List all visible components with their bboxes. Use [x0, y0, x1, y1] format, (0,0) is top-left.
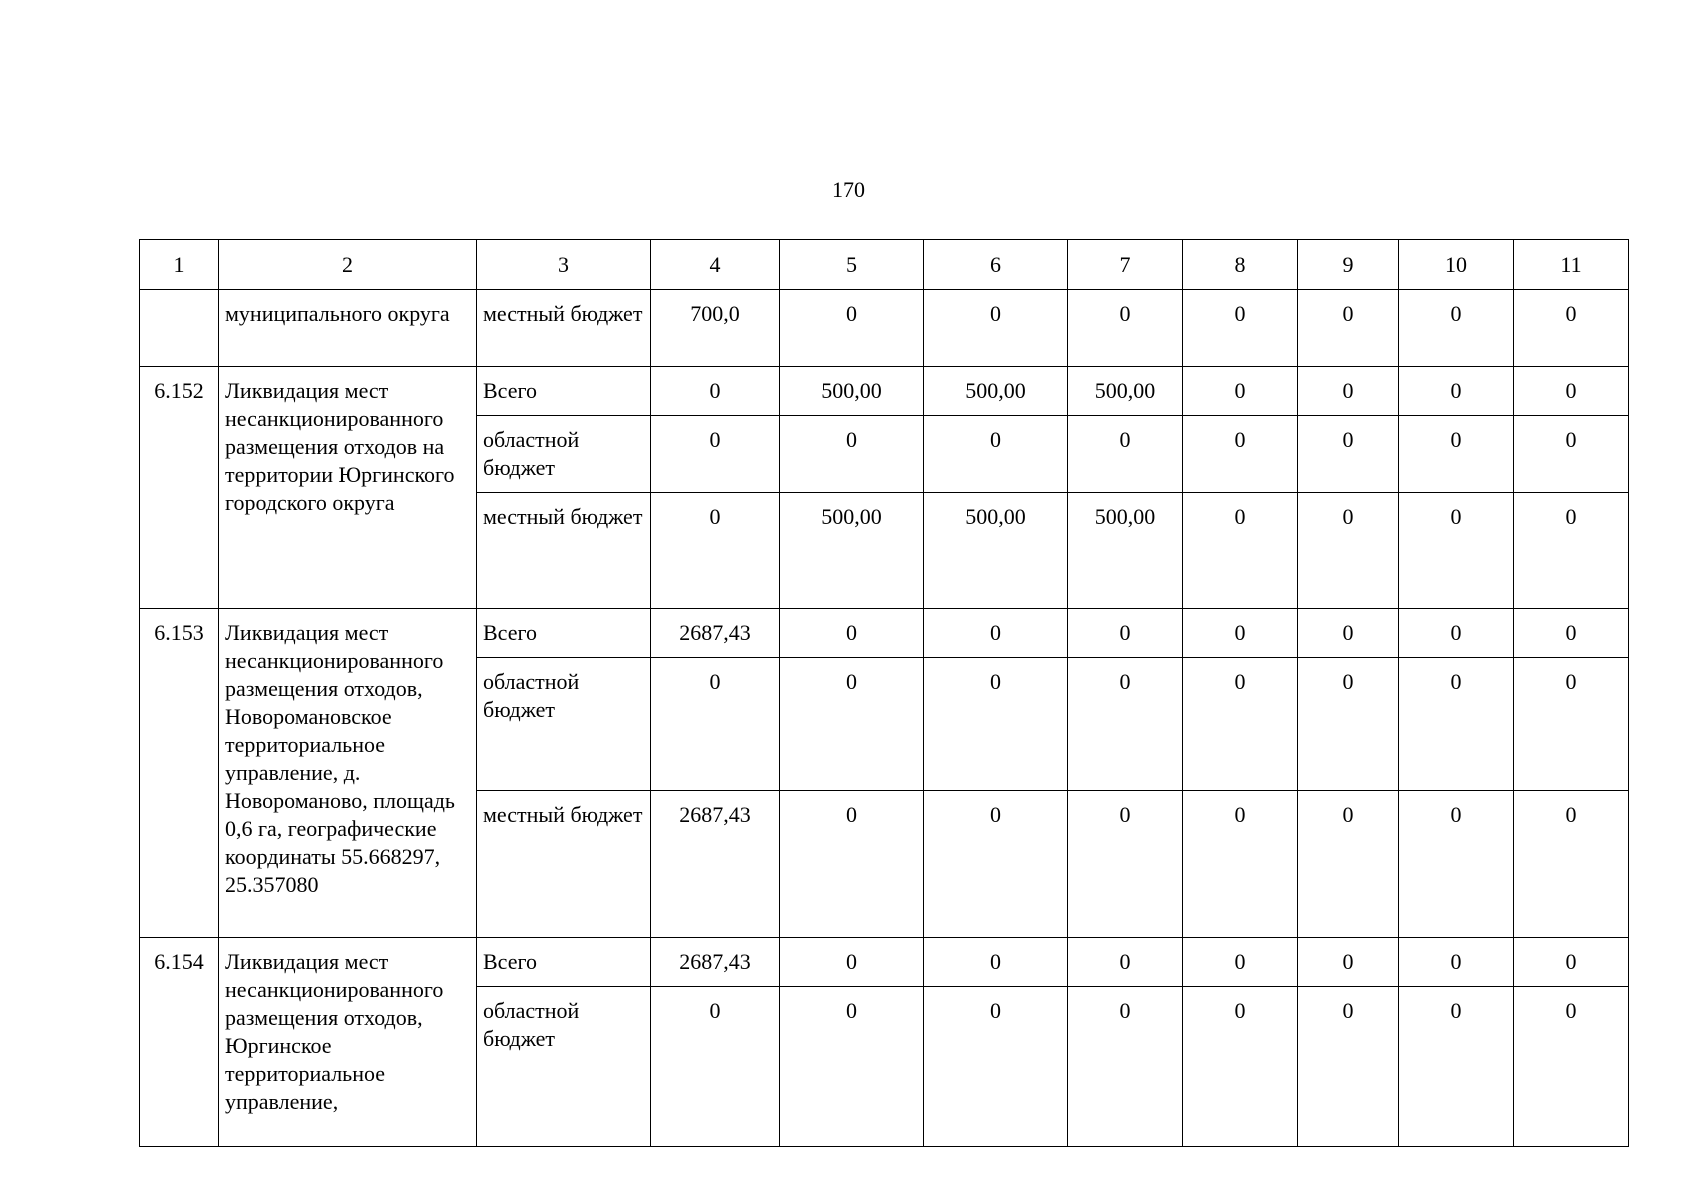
value-cell: 0 [1068, 938, 1183, 987]
item-name-cell: Ликвидация мест несанкционированного размещения отходов, Юргинское территориальное управление, [219, 938, 477, 1147]
value-cell: 0 [1514, 658, 1629, 791]
value-cell: 0 [1399, 987, 1514, 1147]
value-cell: 500,00 [780, 493, 924, 609]
value-cell: 0 [924, 791, 1068, 938]
value-cell: 0 [1298, 367, 1399, 416]
value-cell: 0 [651, 367, 780, 416]
funding-source-cell: Всего [477, 609, 651, 658]
value-cell: 0 [1068, 658, 1183, 791]
value-cell: 0 [780, 416, 924, 493]
value-cell: 0 [780, 791, 924, 938]
column-header: 3 [477, 240, 651, 290]
value-cell: 0 [1399, 290, 1514, 367]
value-cell: 0 [1399, 658, 1514, 791]
value-cell: 500,00 [1068, 367, 1183, 416]
funding-source-cell: Всего [477, 367, 651, 416]
value-cell: 0 [1399, 493, 1514, 609]
item-code-cell: 6.153 [140, 609, 219, 938]
value-cell: 0 [1514, 416, 1629, 493]
column-header: 9 [1298, 240, 1399, 290]
value-cell: 0 [1183, 493, 1298, 609]
value-cell: 0 [651, 416, 780, 493]
value-cell: 2687,43 [651, 609, 780, 658]
value-cell: 0 [1514, 609, 1629, 658]
value-cell: 0 [1399, 609, 1514, 658]
value-cell: 0 [1183, 938, 1298, 987]
item-code-cell: 6.154 [140, 938, 219, 1147]
value-cell: 700,0 [651, 290, 780, 367]
value-cell: 0 [1068, 609, 1183, 658]
value-cell: 0 [1183, 290, 1298, 367]
value-cell: 0 [1514, 493, 1629, 609]
value-cell: 0 [924, 416, 1068, 493]
value-cell: 0 [1183, 367, 1298, 416]
value-cell: 0 [1298, 658, 1399, 791]
value-cell: 0 [924, 938, 1068, 987]
table-row [140, 367, 1629, 416]
value-cell: 0 [780, 938, 924, 987]
value-cell: 0 [1514, 938, 1629, 987]
value-cell: 0 [1183, 791, 1298, 938]
value-cell: 0 [1298, 290, 1399, 367]
column-header: 8 [1183, 240, 1298, 290]
value-cell: 0 [1514, 791, 1629, 938]
value-cell: 2687,43 [651, 938, 780, 987]
value-cell: 0 [1514, 367, 1629, 416]
value-cell: 0 [1183, 416, 1298, 493]
value-cell: 0 [780, 290, 924, 367]
value-cell: 0 [1298, 416, 1399, 493]
value-cell: 0 [1298, 938, 1399, 987]
funding-source-cell: областной бюджет [477, 416, 651, 493]
funding-source-cell: местный бюджет [477, 493, 651, 609]
funding-source-cell: областной бюджет [477, 987, 651, 1147]
column-header: 1 [140, 240, 219, 290]
table-row [140, 290, 1629, 367]
value-cell: 0 [1068, 791, 1183, 938]
value-cell: 0 [1183, 987, 1298, 1147]
item-code-cell: 6.152 [140, 367, 219, 609]
budget-table [139, 239, 1629, 1147]
value-cell: 0 [1183, 609, 1298, 658]
value-cell: 500,00 [1068, 493, 1183, 609]
column-header: 10 [1399, 240, 1514, 290]
value-cell: 0 [1399, 416, 1514, 493]
value-cell: 500,00 [924, 493, 1068, 609]
value-cell: 0 [1514, 987, 1629, 1147]
value-cell: 0 [1068, 987, 1183, 1147]
value-cell: 0 [780, 609, 924, 658]
value-cell: 0 [1399, 791, 1514, 938]
value-cell: 0 [924, 987, 1068, 1147]
column-header: 5 [780, 240, 924, 290]
table-row [140, 938, 1629, 987]
funding-source-cell: местный бюджет [477, 290, 651, 367]
value-cell: 0 [1298, 987, 1399, 1147]
item-code-cell [140, 290, 219, 367]
value-cell: 0 [651, 658, 780, 791]
value-cell: 0 [924, 290, 1068, 367]
value-cell: 500,00 [780, 367, 924, 416]
table-row [140, 609, 1629, 658]
funding-source-cell: Всего [477, 938, 651, 987]
value-cell: 0 [924, 658, 1068, 791]
value-cell: 0 [780, 987, 924, 1147]
page-number: 170 [832, 177, 865, 202]
column-header: 7 [1068, 240, 1183, 290]
value-cell: 500,00 [924, 367, 1068, 416]
value-cell: 0 [651, 987, 780, 1147]
value-cell: 0 [1298, 791, 1399, 938]
funding-source-cell: областной бюджет [477, 658, 651, 791]
item-name-cell: Ликвидация мест несанкционированного размещения отходов на территории Юргинского городского округа [219, 367, 477, 609]
item-name-cell: Ликвидация мест несанкционированного размещения отходов, Новоромановское территориальное управление, д. Новороманово, площадь 0,6 га, географические координаты 55.668297, 25.357080 [219, 609, 477, 938]
value-cell: 0 [1298, 609, 1399, 658]
value-cell: 0 [1068, 416, 1183, 493]
value-cell: 0 [1399, 938, 1514, 987]
value-cell: 0 [1514, 290, 1629, 367]
value-cell: 0 [1068, 290, 1183, 367]
column-header: 11 [1514, 240, 1629, 290]
table-header-row [140, 240, 1629, 290]
value-cell: 0 [651, 493, 780, 609]
value-cell: 0 [1298, 493, 1399, 609]
value-cell: 0 [780, 658, 924, 791]
item-name-cell: муниципального округа [219, 290, 477, 367]
column-header: 6 [924, 240, 1068, 290]
value-cell: 0 [1183, 658, 1298, 791]
funding-source-cell: местный бюджет [477, 791, 651, 938]
value-cell: 0 [1399, 367, 1514, 416]
value-cell: 0 [924, 609, 1068, 658]
column-header: 2 [219, 240, 477, 290]
column-header: 4 [651, 240, 780, 290]
value-cell: 2687,43 [651, 791, 780, 938]
